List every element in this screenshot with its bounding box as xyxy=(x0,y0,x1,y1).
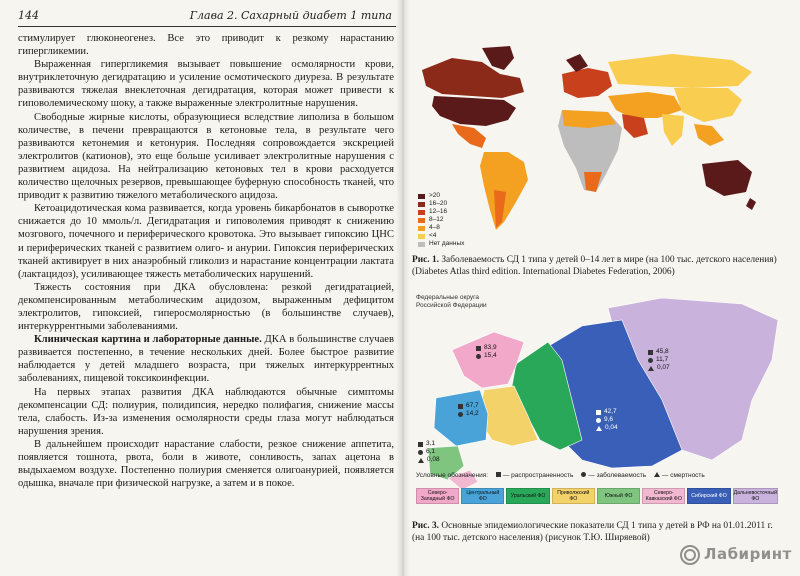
mortality-marker xyxy=(418,458,424,463)
legend-label: 8–12 xyxy=(429,216,444,223)
incidence-marker xyxy=(418,450,423,455)
stat-value: 14,2 xyxy=(466,410,479,417)
map-title xyxy=(416,294,487,309)
russia-districts-map xyxy=(412,290,782,512)
caption-text: Основные эпидемиологические показатели СД 1 типа у детей в РФ на 01.01.2011 г. (на 100 тыс. детского населения) (рисунок Т.Ю. Ширяевой) xyxy=(412,521,773,543)
prevalence-marker xyxy=(648,350,653,355)
stats-northwest xyxy=(476,344,497,360)
legend-item xyxy=(496,472,573,479)
legend-label: — смертность xyxy=(661,472,705,479)
legend-item xyxy=(581,472,646,479)
incidence-marker xyxy=(581,472,586,477)
legend-title: Условные обозначения: xyxy=(416,472,489,479)
watermark-text: Лабиринт xyxy=(704,545,792,563)
legend-item xyxy=(418,224,464,232)
district-label: Южный ФО xyxy=(597,488,640,504)
left-page-text xyxy=(18,32,394,552)
mortality-marker xyxy=(596,426,602,431)
prevalence-marker xyxy=(596,410,601,415)
legend-swatch xyxy=(418,218,425,223)
paragraph: Выраженная гипергликемия вызывает повышение осмолярности крови, внутриклеточную дегидратацию и усиление осмотического диуреза. В результате развиваются тяжелая внеклеточная дегидратация, которая может привести к гиповолемическому шоку, а также выраженные электролитные нарушения. xyxy=(18,59,394,110)
legend-swatch xyxy=(418,226,425,231)
paragraph: На первых этапах развития ДКА наблюдаются обычные симптомы декомпенсации СД: полиурия, полидипсия, нередко полифагия, снижение массы тела, слабость. Из-за изменения осмолярности среды глаза могут наблюдаться нарушения зрения. xyxy=(18,386,394,437)
district-legend-bar xyxy=(416,488,778,504)
legend-label: — распространенность xyxy=(502,472,574,479)
district-label: Северо-Кавказский ФО xyxy=(642,488,685,504)
incidence-marker xyxy=(458,412,463,417)
district-label: Северо-Западный ФО xyxy=(416,488,459,504)
labirint-icon xyxy=(680,545,700,565)
paragraph: Кетоацидотическая кома развивается, когда уровень бикарбонатов в сыворотке снижается до 10 ммоль/л. Дегидратация и гиповолемия приводят к снижению мозгового, почечного и периферического кровотока. Это вызывает гипоксию ЦНС и периферических тканей с развитием олиго- и анурии. Гипоксия периферических тканей активирует в них анаэробный гликолиз и нарастание концентрации лактата (лактацидоз), усиливающее тяжесть метаболических нарушений. xyxy=(18,203,394,280)
stat-value: 0,04 xyxy=(605,424,618,431)
district-label: Приволжский ФО xyxy=(552,488,595,504)
incidence-marker xyxy=(648,358,653,363)
legend-item xyxy=(418,240,464,248)
stat-value: 11,7 xyxy=(656,356,669,363)
stats-south xyxy=(418,440,440,464)
russia-map-legend xyxy=(416,472,705,479)
legend-item xyxy=(418,208,464,216)
map-title-line: Федеральные округа xyxy=(416,294,480,301)
stat-value: 0,08 xyxy=(427,456,440,463)
stat-value: 9,6 xyxy=(604,416,614,423)
right-page xyxy=(412,40,788,560)
legend-item xyxy=(654,472,705,479)
district-label: Уральский ФО xyxy=(506,488,549,504)
running-header xyxy=(18,6,396,27)
prevalence-marker xyxy=(476,346,481,351)
stat-value: 42,7 xyxy=(604,408,617,415)
legend-label: — заболеваемость xyxy=(588,472,647,479)
legend-swatch xyxy=(418,234,425,239)
caption-text: Заболеваемость СД 1 типа у детей 0–14 лет в мире (на 100 тыс. детского населения) (Diabetes Atlas third edition. International Diabetes Federation, 2006) xyxy=(412,255,777,277)
legend-item xyxy=(418,192,464,200)
section-heading: Клиническая картина и лабораторные данные. xyxy=(34,334,262,346)
stat-value: 6,1 xyxy=(426,448,436,455)
prevalence-marker xyxy=(418,442,423,447)
chapter-title: Глава 2. Сахарный диабет 1 типа xyxy=(189,9,392,22)
map-legend xyxy=(418,192,464,248)
stat-value: 67,7 xyxy=(466,402,479,409)
caption-label: Рис. 1. xyxy=(412,255,440,265)
incidence-marker xyxy=(476,354,481,359)
legend-item xyxy=(418,216,464,224)
caption-label: Рис. 3. xyxy=(412,521,440,531)
district-label: Сибирский ФО xyxy=(687,488,730,504)
stat-value: 0,07 xyxy=(657,364,670,371)
stat-value: 45,8 xyxy=(656,348,669,355)
legend-label: 12–16 xyxy=(429,208,448,215)
stat-value: 3,1 xyxy=(426,440,436,447)
page-gutter xyxy=(396,0,410,576)
legend-swatch xyxy=(418,194,425,199)
paragraph: Тяжесть состояния при ДКА обусловлена: резкой дегидратацией, декомпенсированным метаболическим ацидозом, выраженным дефицитом электролитов, гипоксией, гиперосмолярностью (в большинстве случаев), интеркуррентными заболеваниями. xyxy=(18,281,394,333)
paragraph xyxy=(18,333,394,385)
map-title-line: Российской Федерации xyxy=(416,301,487,309)
mortality-marker xyxy=(654,472,660,477)
figure1-caption xyxy=(412,254,784,278)
prevalence-marker xyxy=(458,404,463,409)
world-incidence-map xyxy=(412,40,762,240)
stats-siberia xyxy=(596,408,618,432)
district-label: Центральный ФО xyxy=(461,488,504,504)
paragraph: стимулирует глюконеогенез. Все это приводит к резкому нарастанию гипергликемии. xyxy=(18,33,394,58)
stat-value: 83,9 xyxy=(484,344,497,351)
prevalence-marker xyxy=(496,472,501,477)
legend-swatch xyxy=(418,202,425,207)
incidence-marker xyxy=(596,418,601,423)
stats-central xyxy=(458,402,479,418)
legend-label: >20 xyxy=(429,192,441,199)
page-number: 144 xyxy=(18,9,39,22)
stats-far-east xyxy=(648,348,670,372)
watermark-logo xyxy=(680,540,790,570)
paragraph-text: ДКА в большинстве случаев развивается постепенно, в течение нескольких дней. Более быстрое развитие наблюдается у детей младшего возраста, при тяжелых интеркуррентных заболеваниях, пищевой токсикоинфекции. xyxy=(18,334,394,385)
paragraph: В дальнейшем происходит нарастание слабости, резкое снижение аппетита, появляется тошнота, рвота, боли в животе, сонливость, запах ацетона в выдыхаемом воздухе. Постепенно полиурия сменяется олигоанурией, появляется одышка, вначале при физической нагрузке, а затем и в покое. xyxy=(18,438,394,490)
mortality-marker xyxy=(648,366,654,371)
legend-swatch xyxy=(418,242,425,247)
legend-label: Нет данных xyxy=(429,240,465,247)
legend-item xyxy=(418,200,464,208)
district-label: Дальневосточный ФО xyxy=(733,490,777,502)
legend-label: <4 xyxy=(429,232,437,239)
legend-swatch xyxy=(418,210,425,215)
paragraph: Свободные жирные кислоты, образующиеся вследствие липолиза в большом количестве, в печени превращаются в кетоновые тела, в результате чего развиваются кетонемия и кетонурия. Последняя сопровождается экскрецией электролитов (катионов), это еще больше усиливает электролитные нарушения с развитием ацидоза. На нейтрализацию кетоновых тел в крови расходуется количество щелочных резервов, превышающее буферную способность тканей, что приводит к развитию тяжелого метаболического ацидоза. xyxy=(18,111,394,202)
legend-label: 16–20 xyxy=(429,200,448,207)
legend-item xyxy=(418,232,464,240)
legend-label: 4–8 xyxy=(429,224,440,231)
stat-value: 15,4 xyxy=(484,352,497,359)
